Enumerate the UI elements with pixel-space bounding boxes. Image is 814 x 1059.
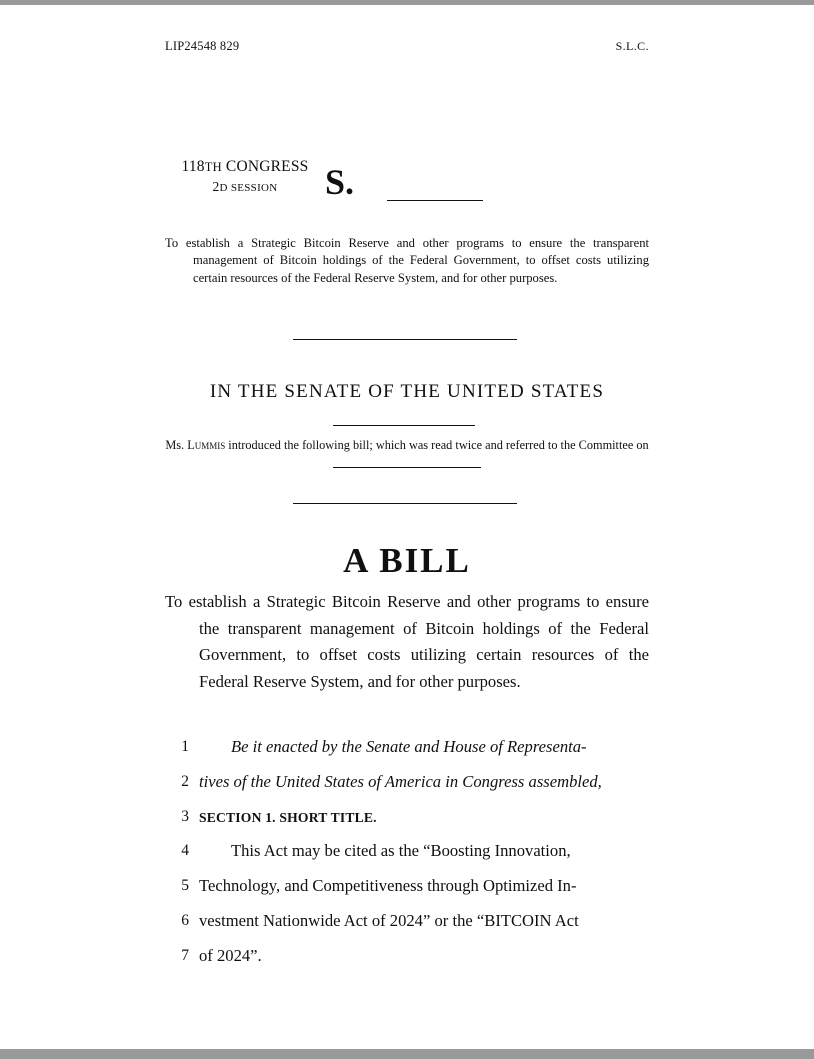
line-text: Technology, and Competitiveness through Optimized In- [199, 876, 577, 896]
committee-blank [333, 456, 481, 468]
line-number: 1 [181, 738, 189, 755]
sponsor-line [165, 437, 649, 473]
line-number: 6 [181, 911, 189, 929]
bill-line [165, 768, 649, 803]
document-page [0, 5, 814, 1049]
line-number: 5 [181, 877, 189, 895]
running-head [165, 39, 649, 54]
line-text: vestment Nationwide Act of 2024” or the “BITCOIN Act [199, 910, 579, 930]
sponsor-prefix: Ms. [165, 438, 188, 452]
long-title [165, 589, 649, 695]
divider-rule-bottom [293, 503, 517, 504]
numbered-lines [165, 733, 649, 977]
congress-number: 118 [181, 158, 205, 175]
session-word: SESSION [227, 181, 278, 194]
chamber-heading: IN THE SENATE OF THE UNITED STATES [209, 381, 605, 402]
bill-line [165, 872, 649, 907]
congress-word: CONGRESS [221, 158, 309, 175]
line-number: 4 [181, 842, 189, 860]
running-head-right: S.L.C. [615, 39, 649, 53]
divider-rule-middle [333, 425, 475, 426]
divider-rule-top [293, 339, 517, 340]
congress-number-line [165, 157, 325, 178]
congress-session-lines [165, 157, 325, 196]
long-title-text: To establish a Strategic Bitcoin Reserve and other programs to ensure the transparent management of Bitcoin holdings of the Federal Government, to offset costs utilizing certain resources of the Federal Reserve System, and for other purposes. [165, 592, 649, 691]
line-number: 3 [181, 807, 189, 825]
bill-line [165, 803, 649, 838]
session-number-suffix: D [219, 181, 228, 194]
bill-line [165, 837, 649, 872]
sponsor-text: introduced the following bill; which was read twice and referred to the Committee on [225, 438, 649, 452]
line-number: 2 [181, 772, 189, 790]
session-line [165, 178, 325, 196]
purpose-statement [165, 235, 649, 287]
bill-line [165, 942, 649, 977]
bill-line [165, 907, 649, 942]
line-text: Be it enacted by the Senate and House of Representa- [231, 737, 587, 756]
bill-line [165, 733, 649, 768]
running-head-left: LIP24548 829 [165, 39, 240, 53]
bill-designator: S. [325, 162, 355, 202]
bill-number-blank [387, 200, 483, 201]
line-text: of 2024”. [199, 945, 262, 965]
session-number: 2 [212, 178, 220, 194]
line-text: tives of the United States of America in Congress assembled, [199, 771, 602, 791]
purpose-text: To establish a Strategic Bitcoin Reserve and other programs to ensure the transparent management of Bitcoin holdings of the Federal Government, to offset costs utilizing certain resources of the Federal Reserve System, and for other purposes. [165, 236, 649, 285]
line-text: This Act may be cited as the “Boosting Innovation, [231, 841, 571, 861]
congress-number-suffix: TH [204, 160, 222, 174]
page-title: A BILL [343, 541, 471, 580]
sponsor-name: Lummis [187, 438, 226, 452]
line-text: SECTION 1. SHORT TITLE. [199, 809, 377, 825]
line-number: 7 [181, 946, 189, 964]
congress-block [165, 157, 649, 207]
